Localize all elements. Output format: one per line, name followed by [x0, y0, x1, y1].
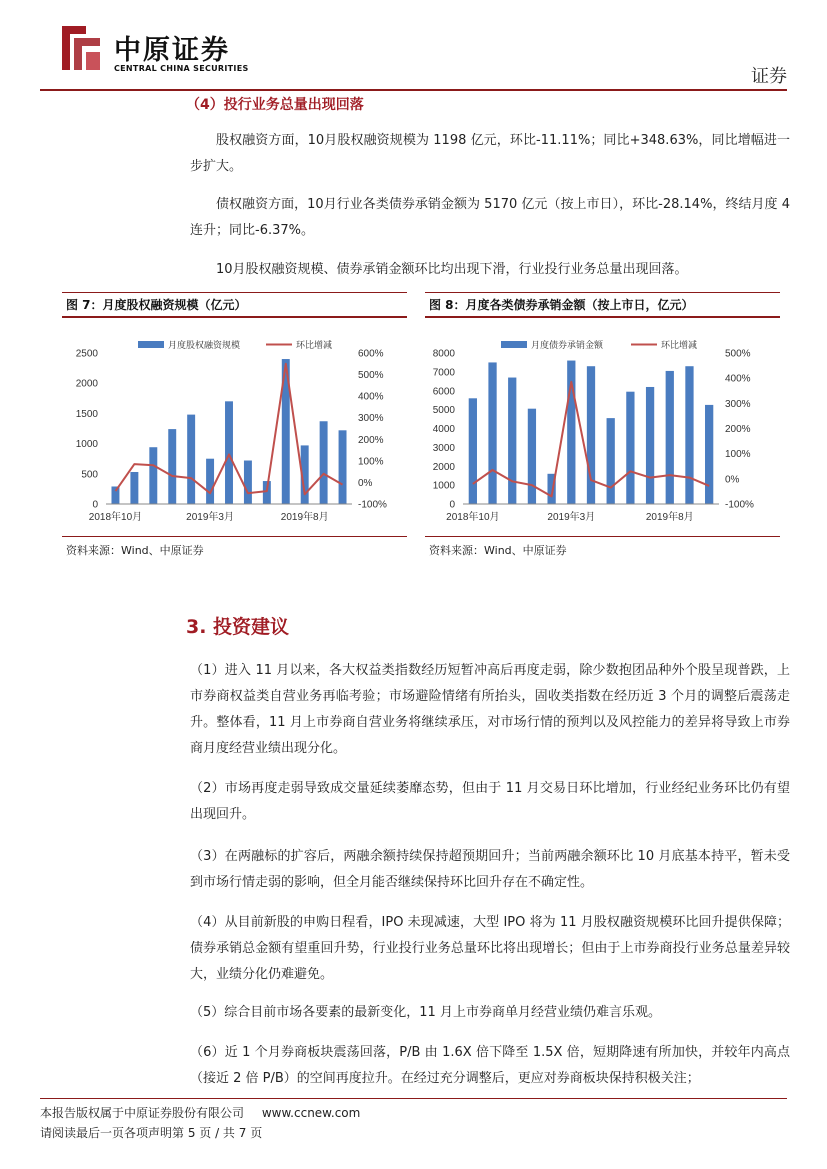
- figure-8-title-rule: [425, 316, 780, 318]
- y-right-tick-label: 600%: [358, 348, 384, 360]
- y-left-tick-label: 2000: [432, 461, 455, 473]
- bar: [705, 405, 713, 504]
- y-left-tick-label: 1000: [432, 480, 455, 492]
- y-left-tick-label: 4000: [432, 424, 455, 435]
- figure-7-title-rule: [62, 316, 407, 318]
- logo-mark-icon: [56, 22, 104, 74]
- x-tick-label: 2018年10月: [446, 512, 500, 523]
- y-right-tick-label: -100%: [725, 499, 754, 511]
- bar: [646, 387, 654, 504]
- legend-bar-label: 月度股权融资规模: [168, 340, 241, 350]
- bond-underwriting-chart: [425, 330, 780, 528]
- logo-chinese-name: 中原证券: [114, 35, 230, 66]
- y-right-tick-label: 500%: [358, 370, 384, 382]
- bar: [225, 401, 233, 504]
- bar: [528, 409, 536, 504]
- legend-bar-swatch: [138, 341, 164, 348]
- bar: [339, 430, 347, 504]
- header-section-label: 证券: [751, 66, 787, 87]
- recommendation-item: （6）近 1 个月券商板块震荡回落，P/B 由 1.6X 倍下降至 1.5X 倍，短期降速有所加快，并较年内高点（接近 2 倍 P/B）的空间再度拉升。在经过充分调整后，更应对券商板块保持积极关注；: [190, 1045, 790, 1086]
- subsection-title: （4）投行业务总量出现回落: [186, 97, 364, 113]
- x-tick-label: 2019年8月: [280, 512, 329, 523]
- recommendation-item: （4）从目前新股的申购日程看，IPO 未现减速，大型 IPO 将为 11 月股权融资规模环比回升提供保障；债券承销总金额有望重回升势，行业投行业务总量环比将出现增长；但由于上市券商投行业务总量差异较大，业绩分化仍难避免。: [190, 915, 790, 982]
- figure-8-top-rule: [425, 292, 780, 293]
- logo-english-name: CENTRAL CHINA SECURITIES: [114, 64, 249, 73]
- legend-bar-swatch: [501, 341, 527, 348]
- y-left-tick-label: 1000: [75, 439, 98, 451]
- footer-copyright-row: [40, 1104, 360, 1121]
- figure-7-title: 图 7：月度股权融资规模（亿元）: [66, 298, 247, 312]
- figure-8-source: 资料来源：Wind、中原证券: [429, 544, 567, 557]
- y-right-tick-label: 0%: [358, 477, 373, 489]
- footer-divider: [40, 1098, 787, 1099]
- y-left-tick-label: 0: [92, 499, 98, 511]
- bar: [626, 392, 634, 504]
- bar: [111, 486, 119, 504]
- y-right-tick-label: 300%: [725, 398, 751, 410]
- figure-7-bottom-rule: [62, 536, 407, 537]
- bar: [320, 421, 328, 504]
- bar: [206, 459, 214, 504]
- legend-line-label: 环比增减: [661, 340, 698, 350]
- footer-copyright: 本报告版权属于中原证券股份有限公司: [40, 1106, 245, 1120]
- bar: [244, 461, 252, 504]
- paragraph-equity: 股权融资方面，10月股权融资规模为 1198 亿元，环比-11.11%；同比+348.63%，同比增幅进一步扩大。: [190, 133, 790, 174]
- section-title: 3. 投资建议: [186, 616, 290, 638]
- paragraph-debt: 债权融资方面，10月行业各类债券承销金额为 5170 亿元（按上市日），环比-28.14%，终结月度 4 连升；同比-6.37%。: [190, 197, 790, 238]
- y-right-tick-label: 400%: [725, 373, 751, 385]
- recommendation-item: （2）市场再度走弱导致成交量延续萎靡态势，但由于 11 月交易日环比增加，行业经纪业务环比仍有望出现回升。: [190, 781, 790, 822]
- bar: [666, 371, 674, 504]
- x-tick-label: 2018年10月: [88, 512, 143, 523]
- y-right-tick-label: 200%: [725, 424, 751, 435]
- x-tick-label: 2019年3月: [186, 512, 234, 523]
- bar: [488, 362, 496, 504]
- bar: [607, 418, 615, 504]
- bar: [187, 415, 195, 504]
- recommendation-item: （3）在两融标的扩容后，两融余额持续保持超预期回升；当前两融余额环比 10 月底基本持平，暂未受到市场行情走弱的影响，但全月能否继续保持环比回升存在不确定性。: [190, 849, 790, 890]
- y-right-tick-label: 100%: [358, 456, 384, 468]
- y-left-tick-label: 2000: [75, 378, 98, 390]
- y-left-tick-label: 3000: [432, 442, 455, 454]
- bar: [149, 447, 157, 504]
- company-logo: [56, 22, 256, 78]
- figure-8-title: 图 8：月度各类债券承销金额（按上市日，亿元）: [429, 298, 694, 312]
- y-right-tick-label: 0%: [725, 474, 740, 486]
- footer-page-note: 请阅读最后一页各项声明第 5 页 / 共 7 页: [40, 1126, 263, 1140]
- paragraph-summary: 10月股权融资规模、债券承销金额环比均出现下滑，行业投行业务总量出现回落。: [216, 262, 688, 277]
- bar: [508, 378, 516, 504]
- y-right-tick-label: 100%: [725, 449, 751, 461]
- y-left-tick-label: 8000: [432, 348, 455, 360]
- footer-url[interactable]: www.ccnew.com: [261, 1106, 361, 1120]
- legend-line-label: 环比增减: [296, 340, 333, 350]
- y-left-tick-label: 500: [81, 469, 98, 481]
- x-tick-label: 2019年3月: [547, 512, 596, 523]
- y-left-tick-label: 1500: [75, 408, 98, 420]
- y-left-tick-label: 5000: [432, 405, 455, 417]
- figure-7-top-rule: [62, 292, 407, 293]
- header-divider: [40, 89, 787, 91]
- figure-8-bottom-rule: [425, 536, 780, 537]
- bar: [130, 472, 138, 504]
- figure-7-source: 资料来源：Wind、中原证券: [66, 544, 204, 557]
- y-left-tick-label: 7000: [432, 367, 455, 379]
- y-left-tick-label: 6000: [432, 386, 455, 398]
- y-right-tick-label: -100%: [358, 499, 387, 511]
- y-right-tick-label: 300%: [358, 413, 384, 425]
- bar: [469, 398, 477, 504]
- equity-financing-chart: [62, 330, 407, 528]
- bar: [587, 366, 595, 504]
- bar: [168, 429, 176, 504]
- y-right-tick-label: 200%: [358, 434, 384, 446]
- legend-bar-label: 月度债券承销金额: [531, 340, 604, 350]
- recommendation-item: （1）进入 11 月以来，各大权益类指数经历短暂冲高后再度走弱，除少数抱团品种外个股呈现普跌，上市券商权益类自营业务再临考验；市场避险情绪有所抬头，固收类指数在经历近 3 个月的调整后震荡走升。整体看，11 月上市券商自营业务将继续承压，对市场行情的预判以及风控能力的差异将导致上市券商月度经营业绩出现分化。: [190, 663, 790, 756]
- x-tick-label: 2019年8月: [645, 512, 694, 523]
- y-right-tick-label: 400%: [358, 391, 384, 403]
- bar: [685, 366, 693, 504]
- y-left-tick-label: 0: [449, 499, 455, 511]
- y-right-tick-label: 500%: [725, 348, 751, 360]
- y-left-tick-label: 2500: [75, 348, 98, 360]
- recommendation-item: （5）综合目前市场各要素的最新变化，11 月上市券商单月经营业绩仍难言乐观。: [190, 1005, 661, 1020]
